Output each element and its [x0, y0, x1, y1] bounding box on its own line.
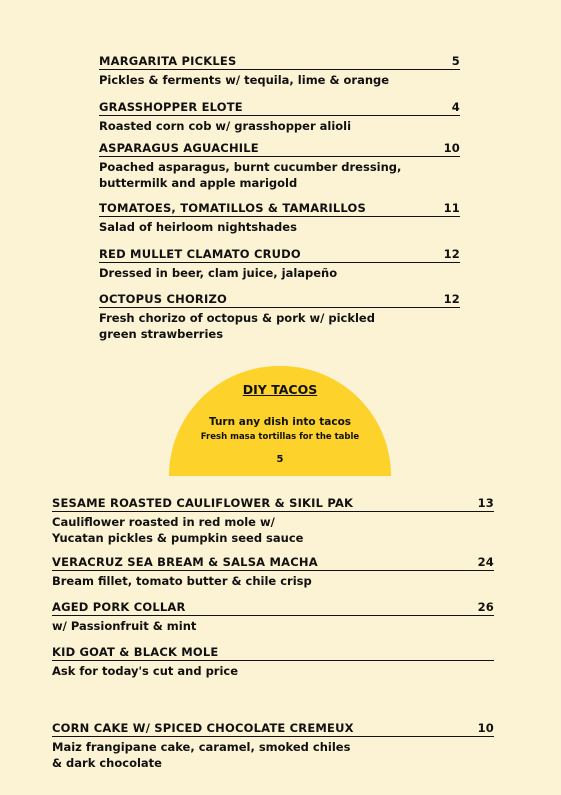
menu-item-sesame-roasted-cauliflower — [52, 496, 494, 546]
menu-item-asparagus-aguachile — [99, 141, 460, 191]
item-description: w/ Passionfruit & mint — [52, 619, 197, 633]
menu-item-corn-cake — [52, 721, 494, 771]
menu-item-grasshopper-elote — [99, 100, 460, 135]
item-description: Ask for today's cut and price — [52, 664, 239, 678]
item-name: ASPARAGUS AGUACHILE — [99, 141, 259, 155]
item-heading — [99, 201, 460, 217]
item-price: 12 — [443, 292, 460, 306]
item-description: Bream fillet, tomato butter & chile crisp — [52, 574, 312, 588]
menu-item-kid-goat-black-mole — [52, 645, 494, 680]
item-price: 10 — [477, 721, 494, 735]
item-name: AGED PORK COLLAR — [52, 600, 186, 614]
menu-item-veracruz-sea-bream — [52, 555, 494, 590]
item-price: 26 — [477, 600, 494, 614]
item-description: Fresh chorizo of octopus & pork w/ pickled green strawberries — [99, 311, 375, 341]
item-heading — [52, 721, 494, 737]
menu-item-red-mullet-clamato-crudo — [99, 247, 460, 282]
item-price: 11 — [443, 201, 460, 215]
item-heading — [99, 100, 460, 116]
item-description: Pickles & ferments w/ tequila, lime & orange — [99, 73, 390, 87]
item-name: MARGARITA PICKLES — [99, 54, 237, 68]
item-description: Salad of heirloom nightshades — [99, 220, 297, 234]
item-price: 4 — [451, 100, 460, 114]
item-heading — [99, 292, 460, 308]
item-heading — [52, 645, 494, 661]
item-heading — [99, 247, 460, 263]
menu-item-margarita-pickles — [99, 54, 460, 89]
item-price: 5 — [451, 54, 460, 68]
diy-tacos-line1: Turn any dish into tacos — [208, 416, 352, 428]
item-name: RED MULLET CLAMATO CRUDO — [99, 247, 301, 261]
item-price: 24 — [477, 555, 494, 569]
menu-item-tomatoes-tomatillos-tamarillos — [99, 201, 460, 236]
item-name: KID GOAT & BLACK MOLE — [52, 645, 219, 659]
item-description: Cauliflower roasted in red mole w/ Yucatan pickles & pumpkin seed sauce — [52, 515, 304, 545]
item-description: Roasted corn cob w/ grasshopper alioli — [99, 119, 352, 133]
item-name: SESAME ROASTED CAULIFLOWER & SIKIL PAK — [52, 496, 354, 510]
item-name: TOMATOES, TOMATILLOS & TAMARILLOS — [99, 201, 366, 215]
menu-item-aged-pork-collar — [52, 600, 494, 635]
item-price: 12 — [443, 247, 460, 261]
item-name: CORN CAKE W/ SPICED CHOCOLATE CREMEUX — [52, 721, 354, 735]
item-name: OCTOPUS CHORIZO — [99, 292, 227, 306]
item-description: Maiz frangipane cake, caramel, smoked chiles & dark chocolate — [52, 740, 351, 770]
item-name: GRASSHOPPER ELOTE — [99, 100, 243, 114]
diy-tacos-title: DIY TACOS — [242, 382, 318, 397]
diy-tacos-line2: Fresh masa tortillas for the table — [200, 432, 360, 442]
item-heading — [99, 54, 460, 70]
item-heading — [52, 555, 494, 571]
item-heading — [52, 496, 494, 512]
item-heading — [99, 141, 460, 157]
item-price: 13 — [477, 496, 494, 510]
item-price: 10 — [443, 141, 460, 155]
item-name: VERACRUZ SEA BREAM & SALSA MACHA — [52, 555, 318, 569]
item-heading — [52, 600, 494, 616]
item-description: Poached asparagus, burnt cucumber dressing, buttermilk and apple marigold — [99, 160, 402, 190]
item-description: Dressed in beer, clam juice, jalapeño — [99, 266, 338, 280]
menu-item-octopus-chorizo — [99, 292, 460, 342]
diy-tacos-price: 5 — [276, 454, 284, 465]
diy-tacos-badge — [169, 366, 391, 476]
